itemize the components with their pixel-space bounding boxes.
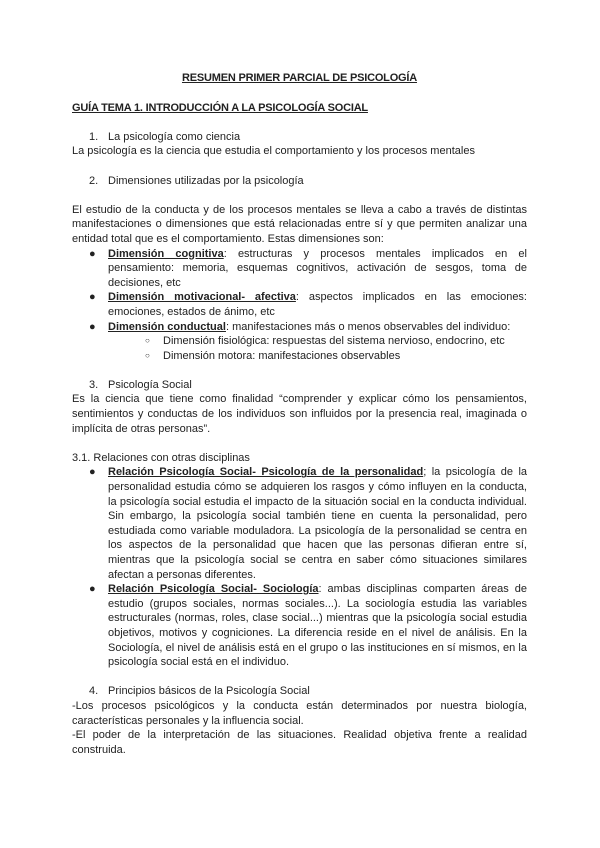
item-number: 3. [89, 378, 99, 391]
definition: ; la psicología de la personalidad estudia cómo se adquieren los rasgos y cómo influyen en la conducta, la psicología social estudia el impacto de la situación social en la conducta individual. Sin embargo, la psicología social también tiene en cuenta la personalidad, pero estudiada como variable moduladora. La psicología de la personalidad se centra en los aspectos de la personalidad que hacen que las personas difieran entre sí, mientras que la psicología social se centra en saber cómo situaciones similares afectan a personas diferentes. [108, 466, 527, 581]
principle-line: -Los procesos psicológicos y la conducta están determinados por nuestra biología, características personales y la influencia social. [72, 699, 527, 727]
dimensions-list [72, 247, 527, 364]
item-number: 2. [89, 174, 99, 187]
item-title: Dimensiones utilizadas por la psicología [108, 174, 304, 187]
circle-bullet-icon: ○ [145, 336, 150, 346]
definition: : ambas disciplinas comparten áreas de estudio (grupos sociales, normas sociales...). La sociología estudia las variables estructurales (normas, roles, clase social...) mientras que la psicología social estudia objetivos, motivos y cogniciones. La diferencia reside en el nivel de análisis. En la Sociología, el nivel de análisis está en el grupo o las instituciones en sí mismos, en la psicología social está en el individuo. [108, 583, 527, 669]
list-item [72, 290, 527, 319]
item-title: La psicología como ciencia [108, 130, 241, 143]
item-heading-3 [72, 378, 527, 393]
bullet-icon: ● [89, 466, 96, 479]
paragraph: La psicología es la ciencia que estudia el comportamiento y los procesos mentales [72, 145, 475, 158]
item-number: 1. [89, 130, 99, 143]
item-number: 4. [89, 685, 99, 698]
item-title: Principios básicos de la Psicología Social [108, 685, 310, 698]
section-heading: GUÍA TEMA 1. INTRODUCCIÓN A LA PSICOLOGÍA SOCIAL [72, 101, 368, 114]
bullet-icon: ● [89, 583, 96, 596]
item-heading-2 [72, 174, 527, 189]
document-title: RESUMEN PRIMER PARCIAL DE PSICOLOGÍA [181, 72, 418, 84]
sub-item-text: Dimensión motora: manifestaciones observables [163, 349, 401, 362]
item-heading-1 [72, 130, 527, 145]
definition: : manifestaciones más o menos observables del individuo: [225, 320, 511, 333]
principle-line: -El poder de la interpretación de las situaciones. Realidad objetiva frente a realidad construida. [72, 729, 527, 756]
list-item [72, 582, 527, 670]
sub-list [108, 334, 527, 363]
document-page [72, 71, 527, 757]
bullet-icon: ● [89, 247, 96, 260]
paragraph: Es la ciencia que tiene como finalidad “comprender y explicar cómo los pensamientos, sentimientos y conductas de los individuos son influidos por la presencia real, imaginada o implícita de otras personas”. [72, 393, 527, 435]
term: Dimensión motivacional- afectiva [108, 291, 296, 304]
list-item [72, 465, 527, 582]
bullet-icon: ● [89, 320, 96, 333]
list-item [72, 247, 527, 291]
list-item [72, 320, 527, 364]
definition: : aspectos implicados en las emociones: emociones, estados de ánimo, etc [108, 291, 527, 318]
term: Dimensión cognitiva [108, 247, 224, 260]
circle-bullet-icon: ○ [145, 350, 150, 360]
subsection-heading: 3.1. Relaciones con otras disciplinas [72, 451, 250, 464]
term: Dimensión conductual [108, 320, 226, 333]
relations-list [72, 465, 527, 669]
paragraph: El estudio de la conducta y de los procesos mentales se lleva a cabo a través de distintas manifestaciones o dimensiones que está relacionadas entre sí y que permiten analizar una entidad total que es el comportamiento. Estas dimensiones son: [72, 203, 527, 245]
definition: : estructuras y procesos mentales implicados en el pensamiento: memoria, esquemas cognitivos, activación de sesgos, toma de decisiones, etc [108, 247, 527, 289]
sub-list-item [72, 349, 527, 364]
sub-item-text: Dimensión fisiológica: respuestas del sistema nervioso, endocrino, etc [163, 335, 505, 348]
term: Relación Psicología Social- Sociología [108, 583, 319, 596]
item-title: Psicología Social [108, 378, 192, 391]
bullet-icon: ● [89, 291, 96, 304]
term: Relación Psicología Social- Psicología de la personalidad [108, 466, 424, 479]
item-heading-4 [72, 684, 527, 699]
sub-list-item [72, 334, 527, 349]
